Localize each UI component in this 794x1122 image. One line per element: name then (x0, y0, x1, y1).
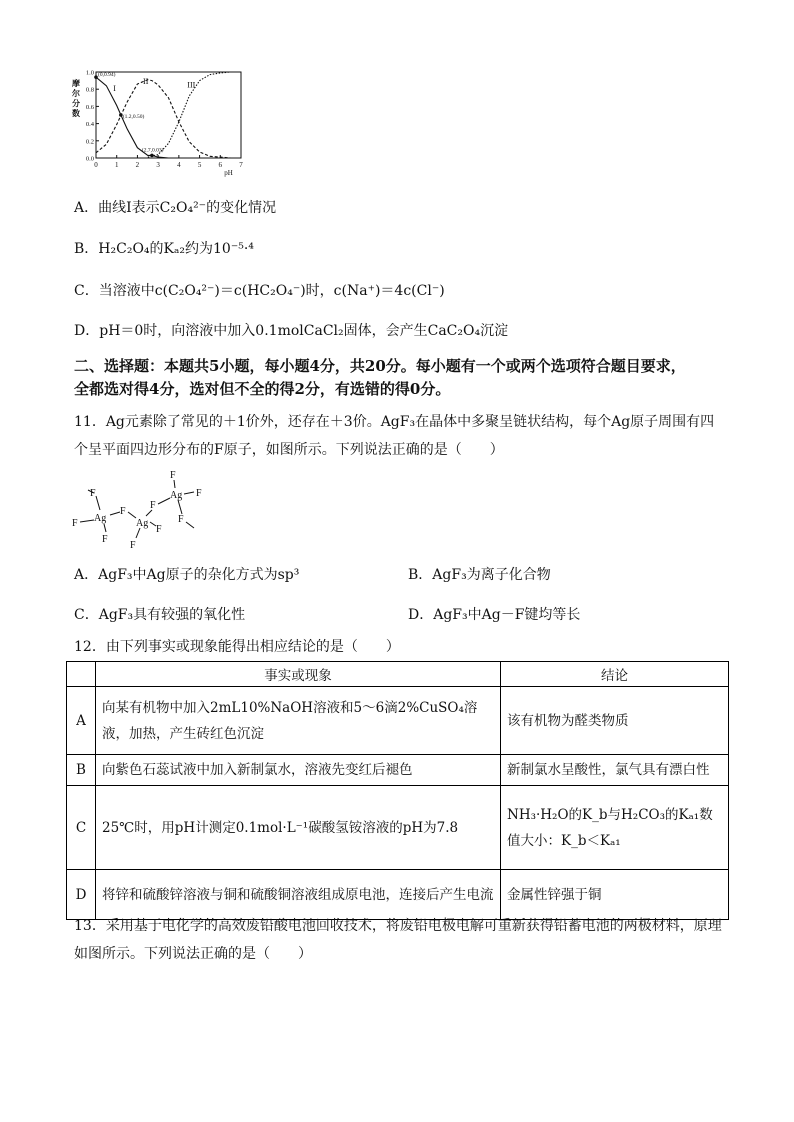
bond (80, 520, 94, 522)
row-label: A (67, 687, 96, 755)
annotation-point (150, 154, 154, 158)
option-letter: D． (74, 323, 100, 339)
atom-ag: Ag (170, 490, 183, 501)
q11-stem (74, 408, 724, 464)
option-letter: C． (74, 283, 99, 299)
option-text: AgF₃为离子化合物 (432, 567, 551, 583)
row-fact: 25℃时，用pH计测定0.1mol·L⁻¹碳酸氢铵溶液的pH为7.8 (96, 786, 501, 870)
row-conclusion: 新制氯水呈酸性，氯气具有漂白性 (501, 755, 729, 786)
option-text: pH＝0时，向溶液中加入0.1molCaCl₂固体，会产生CaC₂O₄沉淀 (99, 323, 509, 339)
x-tick-label: 1 (114, 161, 119, 169)
q10-option-b (74, 238, 254, 258)
atom-f: F (102, 534, 108, 545)
series-line-II (96, 80, 231, 158)
table-header-conclusion: 结论 (501, 662, 729, 687)
option-letter: B． (408, 567, 433, 583)
atom-f: F (130, 540, 136, 551)
plot-frame (96, 72, 241, 158)
atom-f: F (120, 506, 126, 517)
option-letter: C． (74, 607, 99, 623)
section-header-line1: 二、选择题：本题共5小题，每小题4分，共20分。每小题有一个或两个选项符合题目要求， (74, 357, 686, 375)
q10-option-a (74, 197, 276, 217)
section-header-line2: 全都选对得4分，选对但不全的得2分，有选错的得0分。 (74, 380, 451, 398)
series-label: I (113, 83, 116, 93)
q13-stem-line2: 如图所示。下列说法正确的是（ ） (74, 946, 312, 962)
q11-stem-line1: 11．Ag元素除了常见的＋1价外，还存在＋3价。AgF₃在晶体中多聚呈链状结构，每个Ag原子周围有四 (74, 414, 715, 430)
section-header (74, 355, 734, 401)
y-tick-label: 0.6 (85, 103, 94, 111)
q11-option-a (74, 564, 299, 584)
y-axis-label-char: 数 (72, 109, 80, 118)
annotation-label: (1.2,0.50) (122, 114, 145, 120)
y-axis-label-char: 摩 (72, 79, 80, 88)
atom-f: F (156, 524, 162, 535)
table-row (67, 786, 729, 870)
row-label: B (67, 755, 96, 786)
x-tick-label: 6 (218, 161, 223, 169)
atom-f: F (150, 500, 156, 511)
option-text: H₂C₂O₄的Kₐ₂约为10⁻⁵·⁴ (98, 241, 254, 257)
row-label: D (67, 870, 96, 920)
x-tick-label: 5 (197, 161, 202, 169)
row-conclusion: NH₃·H₂O的K_b与H₂CO₃的Kₐ₁数值大小：K_b＜Kₐ₁ (501, 786, 729, 870)
annotation-label: (2.7,0.03) (141, 147, 164, 154)
option-text: 当溶液中c(C₂O₄²⁻)＝c(HC₂O₄⁻)时，c(Na⁺)＝4c(Cl⁻) (98, 283, 445, 299)
y-tick-label: 1.0 (85, 69, 94, 77)
atom-f: F (170, 470, 176, 481)
bond (110, 512, 120, 515)
row-label: C (67, 786, 96, 870)
atom-f: F (72, 518, 78, 529)
series-label: II (143, 77, 149, 87)
atom-f: F (90, 488, 96, 499)
q11-option-c (74, 604, 245, 624)
y-axis-label-char: 尔 (72, 89, 80, 98)
option-text: AgF₃具有较强的氧化性 (98, 607, 246, 623)
bond (174, 480, 175, 488)
table-row (67, 755, 729, 786)
q13-stem-line1: 13．采用基于电化学的高效废铅酸电池回收技术，将废铅电极电解可重新获得铅蓄电池的两极材料，原理 (74, 918, 722, 934)
annotation-label: (0,0.94) (98, 72, 116, 79)
bond (104, 524, 106, 532)
bond (158, 498, 170, 504)
option-letter: D． (408, 607, 434, 623)
table-header-fact: 事实或现象 (96, 662, 501, 687)
x-tick-label: 7 (239, 161, 243, 169)
row-fact: 将锌和硫酸锌溶液与铜和硫酸铜溶液组成原电池，连接后产生电流 (96, 870, 501, 920)
table-header-row (67, 662, 729, 687)
atom-f: F (178, 514, 184, 525)
row-conclusion: 该有机物为醛类物质 (501, 687, 729, 755)
option-text: AgF₃中Ag原子的杂化方式为sp³ (98, 567, 300, 583)
bond (128, 512, 136, 518)
atom-f: F (196, 488, 202, 499)
atom-ag: Ag (94, 513, 107, 524)
row-fact: 向某有机物中加入2mL10%NaOH溶液和5～6滴2%CuSO₄溶液，加热，产生砖红色沉淀 (96, 687, 501, 755)
x-tick-label: 0 (94, 161, 98, 169)
table-row (67, 687, 729, 755)
q10-option-d (74, 320, 508, 340)
bond (186, 522, 194, 528)
q10-option-c (74, 280, 445, 300)
bond (96, 496, 100, 510)
q12-stem: 12．由下列事实或现象能得出相应结论的是（ ） (74, 639, 400, 655)
row-fact: 向紫色石蕊试液中加入新制氯水，溶液先变红后褪色 (96, 755, 501, 786)
bond (136, 528, 140, 538)
agf3-chain-structure (66, 466, 226, 556)
x-tick-label: 4 (177, 161, 181, 169)
y-tick-label: 0.8 (85, 86, 94, 94)
option-letter: B． (74, 241, 99, 257)
q11-stem-line2: 个呈平面四边形分布的F原子，如图所示。下列说法正确的是（ ） (74, 442, 504, 458)
series-label: III (187, 80, 196, 90)
bond (178, 500, 182, 514)
option-letter: A． (74, 567, 99, 583)
y-axis-label-char: 分 (72, 99, 80, 108)
q11-option-d (408, 604, 580, 624)
y-tick-label: 0.2 (85, 138, 94, 146)
table-header-blank (67, 662, 96, 687)
q12-table (66, 661, 729, 920)
x-tick-label: 2 (135, 161, 140, 169)
y-tick-label: 0.0 (85, 155, 94, 163)
mole-fraction-chart (70, 66, 250, 184)
row-conclusion: 金属性锌强于铜 (501, 870, 729, 920)
q13-stem (74, 912, 724, 968)
atom-ag: Ag (136, 518, 149, 529)
x-tick-label: 3 (156, 161, 160, 169)
option-letter: A． (74, 200, 99, 216)
y-tick-label: 0.4 (85, 121, 94, 129)
option-text: AgF₃中Ag－F键均等长 (433, 607, 581, 623)
q11-option-b (408, 564, 551, 584)
x-axis-label: pH (224, 169, 233, 177)
bond (184, 492, 194, 494)
option-text: 曲线Ⅰ表示C₂O₄²⁻的变化情况 (98, 200, 277, 216)
